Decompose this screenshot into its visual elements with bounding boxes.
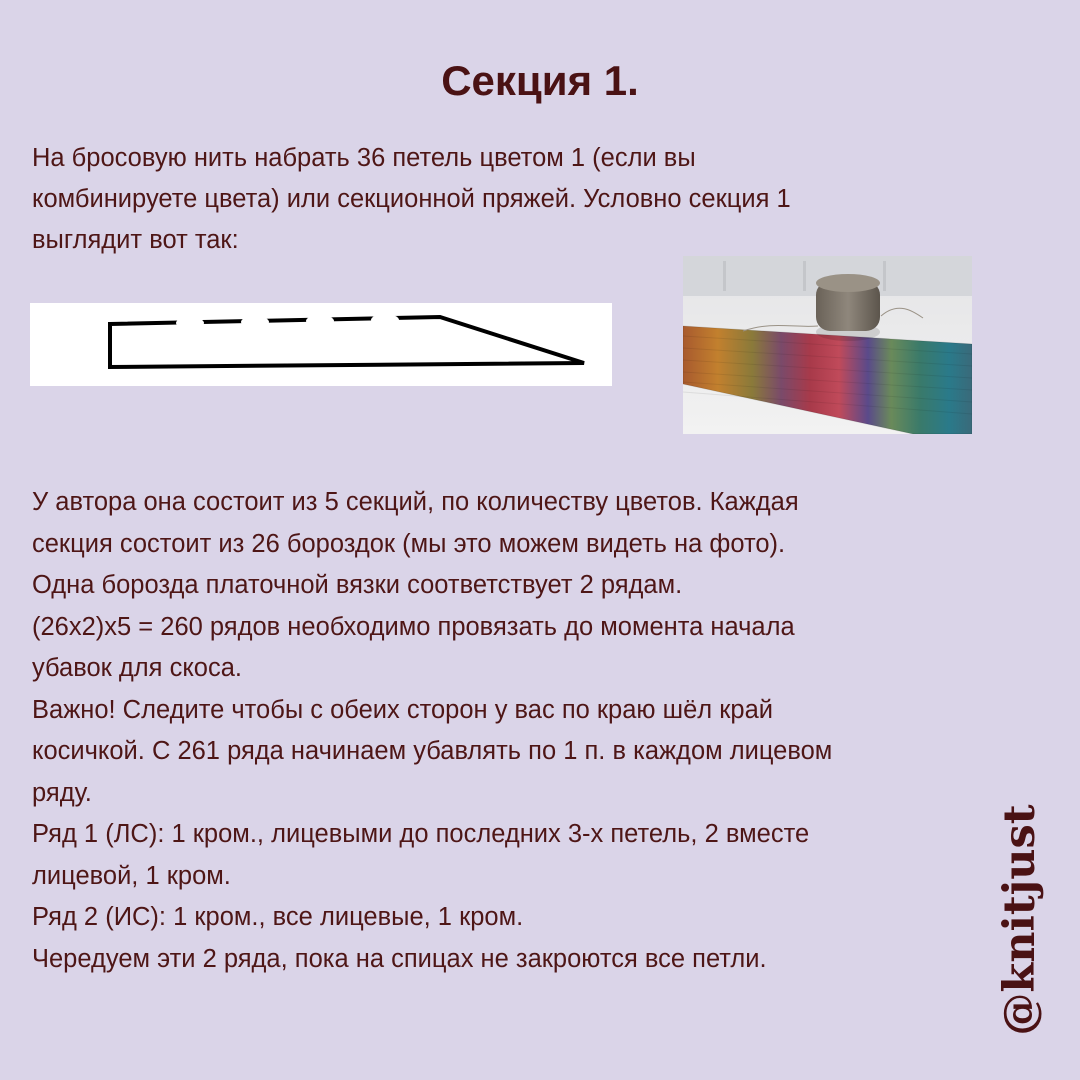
instruction-line: Ряд 1 (ЛС): 1 кром., лицевыми до последних 3-х петель, 2 вместе	[32, 820, 810, 848]
trapezoid-outline	[30, 303, 612, 386]
instruction-line: убавок для скоса.	[32, 654, 242, 682]
instruction-line: У автора она состоит из 5 секций, по количеству цветов. Каждая	[32, 488, 799, 516]
watermark-handle: @knitjust	[995, 804, 1045, 1036]
intro-line: комбинируете цвета) или секционной пряжей. Условно секция 1	[32, 185, 791, 213]
instruction-line: Одна борозда платочной вязки соответствует 2 рядам.	[32, 571, 683, 599]
instruction-line: косичкой. С 261 ряда начинаем убавлять по 1 п. в каждом лицевом	[32, 737, 833, 765]
intro-line: На бросовую нить набрать 36 петель цветом 1 (если вы	[32, 144, 696, 172]
instruction-line: лицевой, 1 кром.	[32, 861, 231, 890]
instruction-line: ряду.	[32, 778, 92, 807]
instruction-line: Ряд 2 (ИС): 1 кром., все лицевые, 1 кром.	[32, 903, 524, 931]
instruction-line: (26x2)x5 = 260 рядов необходимо провязать до момента начала	[32, 612, 795, 641]
section-shape-diagram	[30, 303, 612, 386]
intro-paragraph	[32, 138, 1042, 261]
page-title: Секция 1.	[441, 57, 639, 104]
instructions-text	[32, 482, 992, 980]
instruction-line: Чередуем эти 2 ряда, пока на спицах не закроются все петли.	[32, 944, 767, 973]
instruction-line: секция состоит из 26 бороздок (мы это можем видеть на фото).	[32, 529, 786, 558]
author-watermark	[990, 804, 1050, 1036]
knitted-sample-photo	[683, 256, 972, 434]
intro-line: выглядит вот так:	[32, 226, 239, 254]
instruction-line: Важно! Следите чтобы с обеих сторон у вас по краю шёл край	[32, 695, 773, 724]
